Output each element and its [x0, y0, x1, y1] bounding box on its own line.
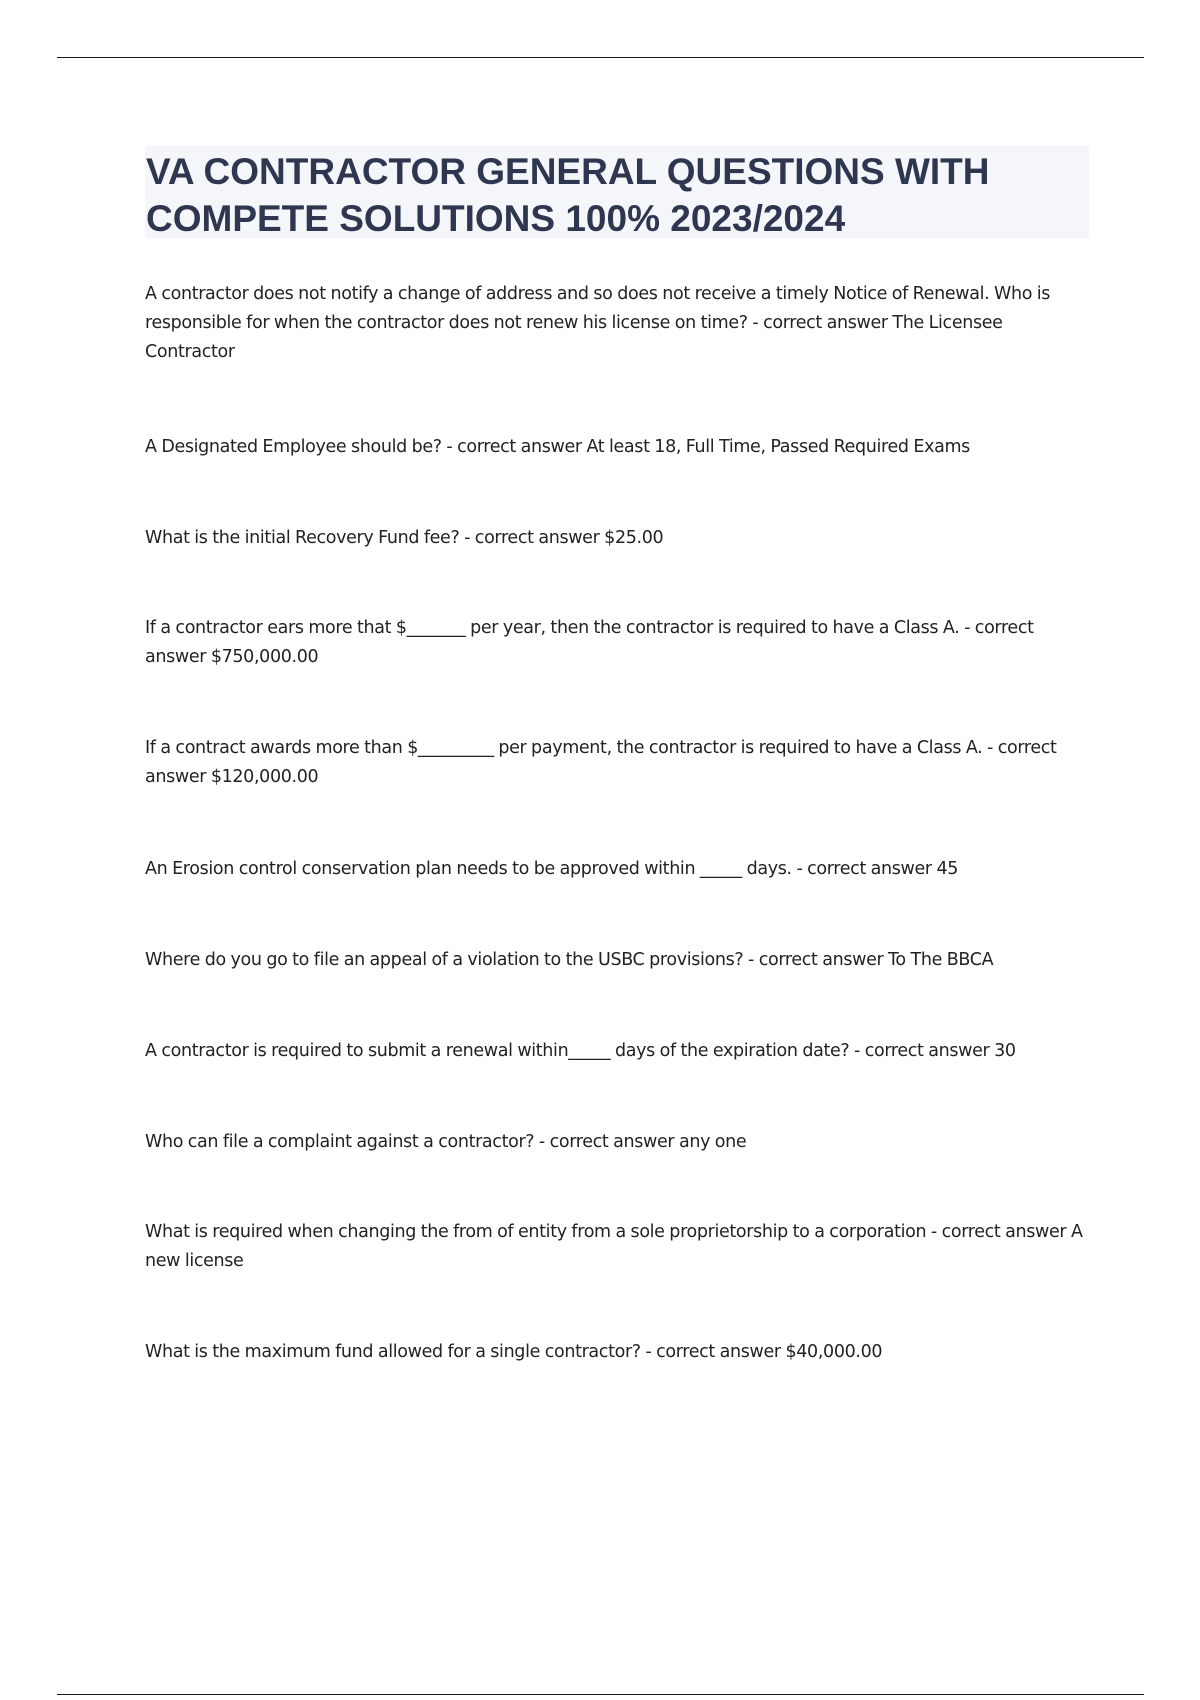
bottom-divider: [57, 1694, 1144, 1695]
qa-item-8: A contractor is required to submit a renewal within_____ days of the expiration date? - correct answer 30: [145, 1041, 1016, 1061]
qa-item-5: If a contract awards more than $_________ per payment, the contractor is required to have a Class A. - correct answer $120,000.00: [145, 738, 1057, 787]
qa-item-1: A contractor does not notify a change of address and so does not receive a timely Notice of Renewal. Who is responsible for when the contractor does not renew his license on time? - correct answer The Licensee Contractor: [145, 284, 1051, 362]
qa-item-10: What is required when changing the from of entity from a sole proprietorship to a corporation - correct answer A new license: [145, 1222, 1083, 1271]
qa-item-4: If a contractor ears more that $_______ per year, then the contractor is required to have a Class A. - correct answer $750,000.00: [145, 618, 1034, 667]
document-title: VA CONTRACTOR GENERAL QUESTIONS WITH COMPETE SOLUTIONS 100% 2023/2024: [146, 151, 990, 239]
qa-item-9: Who can file a complaint against a contractor? - correct answer any one: [145, 1132, 747, 1152]
top-divider: [57, 57, 1144, 58]
qa-item-2: A Designated Employee should be? - correct answer At least 18, Full Time, Passed Required Exams: [145, 437, 970, 457]
qa-item-3: What is the initial Recovery Fund fee? - correct answer $25.00: [145, 528, 664, 548]
qa-item-7: Where do you go to file an appeal of a violation to the USBC provisions? - correct answer To The BBCA: [145, 950, 994, 970]
qa-item-11: What is the maximum fund allowed for a single contractor? - correct answer $40,000.00: [145, 1342, 883, 1362]
qa-item-6: An Erosion control conservation plan needs to be approved within _____ days. - correct answer 45: [145, 859, 959, 879]
title-banner: [145, 146, 1089, 238]
